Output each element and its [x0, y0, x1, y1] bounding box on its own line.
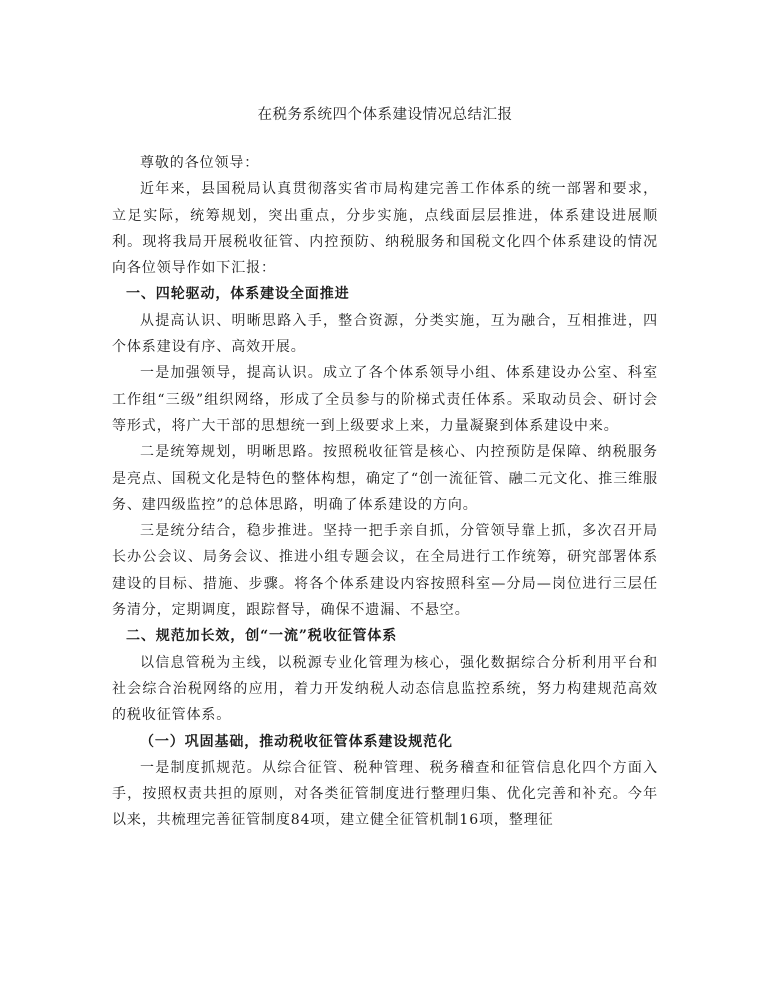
body-paragraph: 一是加强领导，提高认识。成立了各个体系领导小组、体系建设办公室、科室工作组“三级”组织网络，形成了全员参与的阶梯式责任体系。采取动员会、研讨会等形式，将广大干部的思想统一到上级要求上来，力量凝聚到体系建设中来。	[112, 365, 658, 434]
subsection-heading-1: （一）巩固基础，推动税收征管体系建设规范化	[140, 733, 453, 750]
document-page	[112, 104, 658, 834]
intro-paragraph: 近年来，县国税局认真贯彻落实省市局构建完善工作体系的统一部署和要求，立足实际，统筹规划，突出重点，分步实施，点线面层层推进，体系建设进展顺利。现将我局开展税收征管、内控预防、纳税服务和国税文化四个体系建设的情况向各位领导作如下汇报：	[112, 181, 658, 277]
section-heading-1: 一、四轮驱动，体系建设全面推进	[126, 286, 350, 303]
body-paragraph: 二是统筹规划，明晰思路。按照税收征管是核心、内控预防是保障、纳税服务是亮点、国税文化是特色的整体构想，确定了“创一流征管、融二元文化、推三维服务、建四级监控”的总体思路，明确了体系建设的方向。	[112, 444, 658, 513]
body-paragraph: 一是制度抓规范。从综合征管、税种管理、税务稽查和征管信息化四个方面入手，按照权责共担的原则，对各类征管制度进行整理归集、优化完善和补充。今年以来，共梳理完善征管制度84项，建立健全征管机制16项，整理征	[112, 759, 658, 829]
section-heading-2: 二、规范加长效，创“一流”税收征管体系	[126, 628, 398, 645]
document-title: 在税务系统四个体系建设情况总结汇报	[257, 107, 513, 123]
salutation: 尊敬的各位领导：	[140, 155, 260, 171]
body-paragraph: 从提高认识、明晰思路入手，整合资源，分类实施，互为融合，互相推进，四个体系建设有序、高效开展。	[112, 312, 658, 356]
body-paragraph: 以信息管税为主线，以税源专业化管理为核心，强化数据综合分析利用平台和社会综合治税网络的应用，着力开发纳税人动态信息监控系统，努力构建规范高效的税收征管体系。	[112, 654, 658, 724]
body-paragraph: 三是统分结合，稳步推进。坚持一把手亲自抓，分管领导靠上抓，多次召开局长办公会议、局务会议、推进小组专题会议，在全局进行工作统筹，研究部署体系建设的目标、措施、步骤。将各个体系建设内容按照科室—分局—岗位进行三层任务清分，定期调度，跟踪督导，确保不遗漏、不悬空。	[112, 523, 658, 619]
